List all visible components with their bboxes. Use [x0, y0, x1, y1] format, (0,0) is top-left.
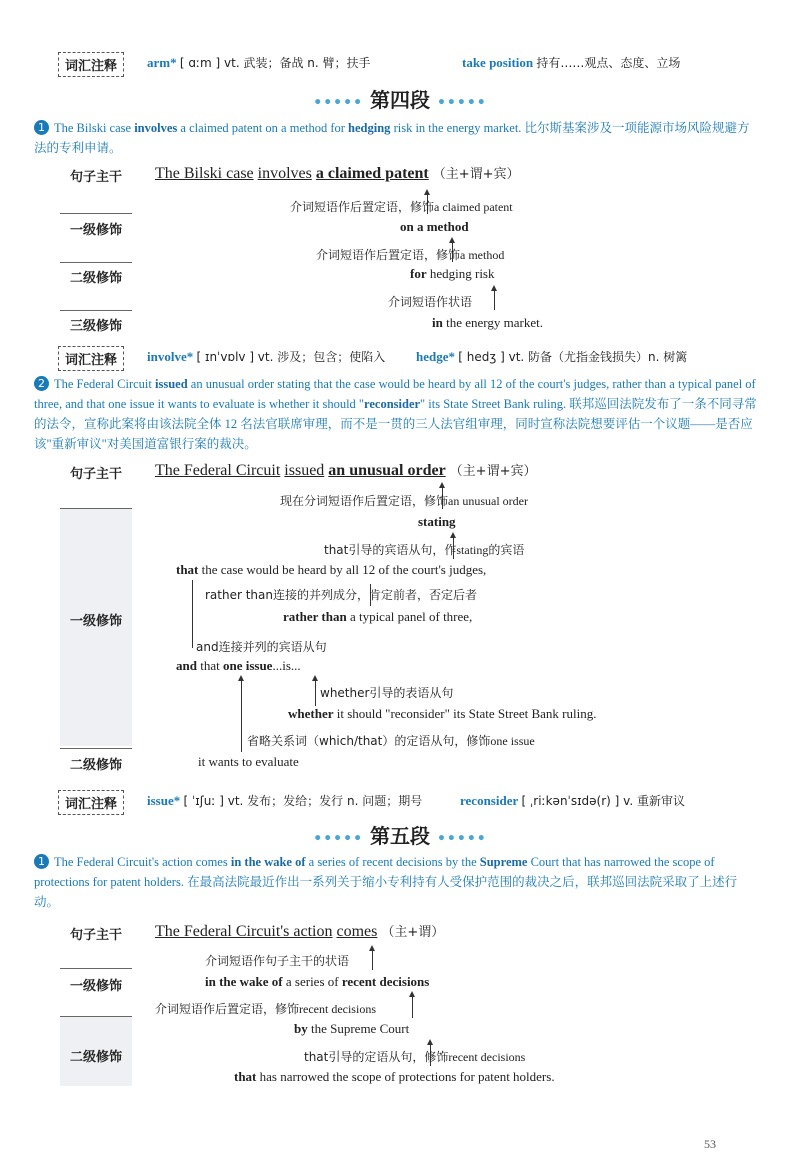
vocab-entry-arm: arm* [ ɑːm ] vt. 武装；备战 n. 臂；扶手 [147, 55, 371, 70]
page-number: 53 [704, 1137, 716, 1151]
phrase: in the energy market. [432, 315, 543, 330]
note: 介词短语作状语 [388, 295, 473, 309]
vocab-entry-hedge: hedge* [ hedʒ ] vt. 防备（尤指金钱损失）n. 树篱 [416, 349, 688, 364]
note: 介词短语作句子主干的状语 [205, 954, 350, 968]
note: that引导的宾语从句，作stating的宾语 [324, 543, 525, 557]
sentence-3: 1 The Federal Circuit's action comes in the wake of a series of recent decisions by the Supreme Court that has narrowed the scope of protections for patent holders. 在最高法院最近作出一系列关于缩小专利持有人受保护范围的裁决之后，联邦巡回法院采取了上述行动。 [34, 855, 738, 909]
vocab-label: 词汇注释 [58, 346, 124, 371]
phrase: by the Supreme Court [294, 1021, 410, 1036]
vocab-label: 词汇注释 [58, 52, 124, 77]
section-title: ••••• 第五段 ••••• [313, 824, 487, 848]
label-lvl1: 一级修饰 [69, 614, 122, 629]
label-lvl2: 二级修饰 [69, 758, 122, 773]
phrase: for hedging risk [410, 266, 495, 281]
note: that引导的定语从句，修饰recent decisions [304, 1050, 526, 1064]
main-clause: The Federal Circuit issued an unusual order （主+谓+宾） [155, 462, 537, 479]
note: 现在分词短语作后置定语，修饰an unusual order [280, 494, 528, 508]
label-lvl1: 一级修饰 [69, 979, 122, 994]
note: 介词短语作后置定语，修饰a method [316, 248, 505, 262]
label-lvl3: 三级修饰 [69, 319, 122, 334]
phrase: on a method [400, 219, 469, 234]
phrase: whether it should "reconsider" its State Street Bank ruling. [288, 706, 597, 721]
main-clause: The Bilski case involves a claimed patent （主+谓+宾） [155, 165, 520, 182]
phrase: rather than a typical panel of three, [283, 609, 473, 624]
section-title: ••••• 第四段 ••••• [313, 88, 487, 112]
phrase: that the case would be heard by all 12 of the court's judges, [176, 562, 487, 577]
phrase: stating [418, 514, 456, 529]
note: whether引导的表语从句 [320, 686, 454, 700]
vocab-entry-issue: issue* [ ˈɪʃuː ] vt. 发布；发给；发行 n. 问题；期号 [147, 793, 423, 808]
phrase: it wants to evaluate [198, 754, 299, 769]
vocab-entry-take-position: take position 持有……观点、态度、立场 [462, 55, 681, 70]
vocab-entry-involve: involve* [ ɪnˈvɒlv ] vt. 涉及；包含；使陷入 [147, 349, 386, 364]
vocab-label: 词汇注释 [58, 790, 124, 815]
note: 介词短语作后置定语，修饰recent decisions [155, 1002, 376, 1016]
phrase: in the wake of a series of recent decisions [205, 974, 430, 989]
label-main: 句子主干 [69, 170, 122, 185]
note: rather than连接的并列成分，肯定前者，否定后者 [205, 588, 477, 602]
label-lvl2: 二级修饰 [69, 1050, 122, 1065]
note: 介词短语作后置定语，修饰a claimed patent [290, 200, 513, 214]
label-lvl1: 一级修饰 [69, 223, 122, 238]
label-main: 句子主干 [69, 928, 122, 943]
label-main: 句子主干 [69, 467, 122, 482]
sentence-2: 2 The Federal Circuit issued an unusual order stating that the case would be heard by all 12 of the court's judges, rather than a typical panel of three, and that one issue it wants to evaluate is whether it should "reconsider" its State Street Bank ruling. 联邦巡回法院发布了一条不同寻常的法令，宣称此案将由该法院全体 12 名法官联席审理，而不是一贯的三人法官组审理，同时宣称法院想要评估一个议题——是否应该"重新审议"对美国道富银行案的裁决。 [34, 377, 757, 451]
label-lvl2: 二级修饰 [69, 271, 122, 286]
phrase: that has narrowed the scope of protections for patent holders. [234, 1069, 555, 1084]
sentence-1: 1 The Bilski case involves a claimed patent on a method for hedging risk in the energy market. 比尔斯基案涉及一项能源市场风险规避方法的专利申请。 [34, 121, 750, 155]
vocab-entry-reconsider: reconsider [ ˌriːkənˈsɪdə(r) ] v. 重新审议 [460, 793, 685, 808]
main-clause: The Federal Circuit's action comes （主+谓） [155, 923, 445, 940]
note: and连接并列的宾语从句 [196, 640, 327, 654]
phrase: and that one issue...is... [176, 658, 301, 673]
note: 省略关系词（which/that）的定语从句，修饰one issue [247, 734, 535, 748]
